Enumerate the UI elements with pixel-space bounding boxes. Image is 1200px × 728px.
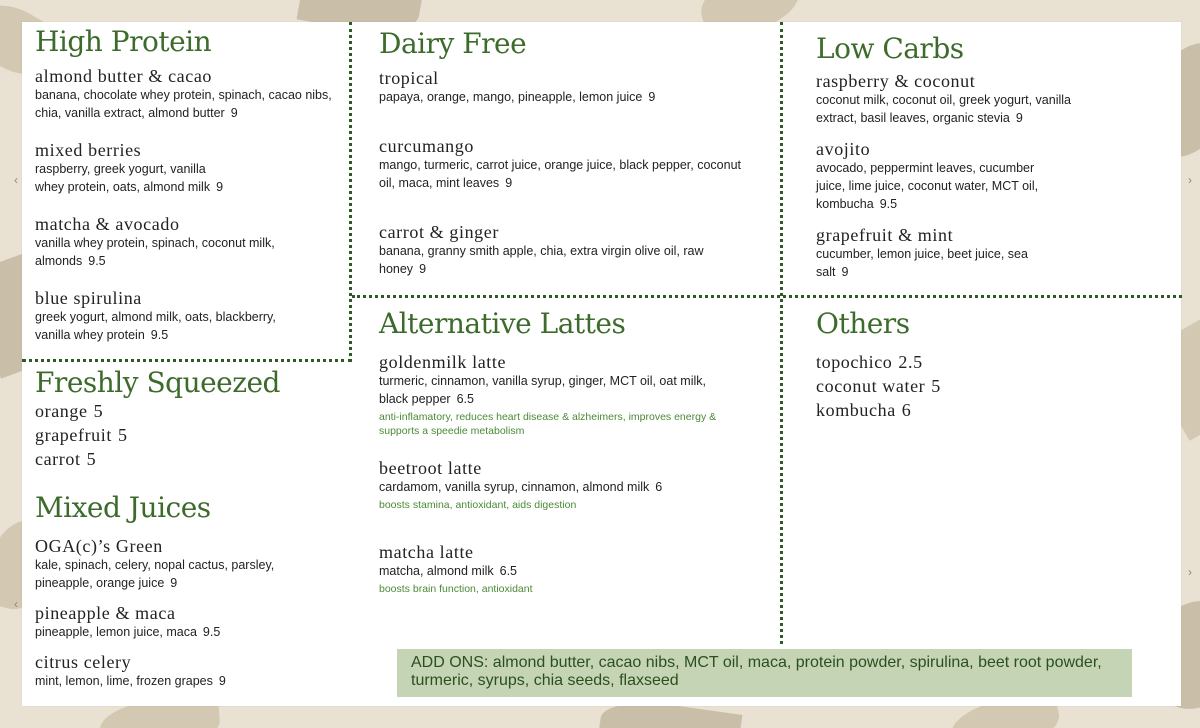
item-description: raspberry, greek yogurt, vanilla whey protein, oats, almond milk 9 — [35, 162, 224, 194]
menu-item — [35, 652, 340, 690]
section-title: Mixed Juices — [35, 491, 211, 524]
menu-item — [35, 288, 340, 344]
section-freshly-squeezed — [35, 367, 340, 471]
item-benefit: anti-inflamatory, reduces heart disease & alzheimers, improves energy & supports a speedie metabolism — [379, 411, 717, 437]
item-name: avojito — [816, 139, 871, 159]
item-price: 6 — [655, 480, 663, 494]
chevron-left-icon[interactable]: ‹ — [14, 597, 18, 611]
item-name: pineapple & maca — [35, 603, 176, 623]
chevron-left-icon[interactable]: ‹ — [14, 173, 18, 187]
item-description: kale, spinach, celery, nopal cactus, parsley, pineapple, orange juice 9 — [35, 558, 275, 590]
item-description: mint, lemon, lime, frozen grapes 9 — [35, 674, 226, 688]
section-title: Dairy Free — [379, 27, 527, 60]
item-price: 9.5 — [150, 328, 169, 342]
item-description: avocado, peppermint leaves, cucumber juice, lime juice, coconut water, MCT oil, kombucha 9.5 — [816, 161, 1039, 211]
item-price: 9.5 — [202, 625, 221, 639]
item-price: 9 — [170, 576, 178, 590]
item-name: carrot — [35, 449, 81, 469]
item-name: OGA(c)’s Green — [35, 536, 163, 556]
item-price: 9 — [505, 176, 513, 190]
section-high-protein — [35, 26, 340, 344]
section-title: Alternative Lattes — [379, 307, 626, 340]
item-name: beetroot latte — [379, 458, 482, 478]
menu-item — [35, 399, 340, 423]
item-price: 5 — [931, 376, 941, 396]
section-dairy-free — [379, 28, 769, 278]
item-name: raspberry & coconut — [816, 71, 976, 91]
menu-item — [816, 350, 1146, 374]
section-others — [816, 308, 1146, 422]
section-title: Freshly Squeezed — [35, 366, 280, 399]
item-price: 9 — [218, 674, 226, 688]
menu-item — [379, 222, 769, 278]
menu-item — [35, 603, 340, 641]
item-price: 2.5 — [898, 352, 923, 372]
item-name: carrot & ginger — [379, 222, 499, 242]
item-description: matcha, almond milk 6.5 — [379, 564, 518, 578]
menu-item — [816, 225, 1146, 281]
item-price: 5 — [93, 401, 104, 421]
item-price: 5 — [117, 425, 128, 445]
menu-item — [35, 66, 340, 122]
item-price: 9 — [1015, 111, 1023, 125]
item-name: grapefruit & mint — [816, 225, 954, 245]
menu-item — [379, 68, 769, 106]
menu-item — [35, 140, 340, 196]
section-mixed-juices — [35, 492, 340, 690]
menu-item — [816, 398, 1146, 422]
item-description: papaya, orange, mango, pineapple, lemon juice 9 — [379, 90, 656, 104]
divider-vertical-left — [349, 22, 352, 362]
item-benefit: boosts stamina, antioxidant, aids digestion — [379, 499, 577, 511]
item-price: 9 — [230, 106, 238, 120]
item-description: banana, granny smith apple, chia, extra virgin olive oil, raw honey 9 — [379, 244, 704, 276]
item-name: goldenmilk latte — [379, 352, 507, 372]
item-name: grapefruit — [35, 425, 112, 445]
item-price: 9 — [841, 265, 849, 279]
item-name: blue spirulina — [35, 288, 142, 308]
section-title: Others — [816, 307, 910, 340]
item-price: 6.5 — [456, 392, 474, 406]
menu-item — [35, 214, 340, 270]
section-low-carbs — [816, 33, 1146, 281]
item-price: 6.5 — [499, 564, 518, 578]
item-name: matcha latte — [379, 542, 474, 562]
item-description: greek yogurt, almond milk, oats, blackberry, vanilla whey protein 9.5 — [35, 310, 276, 342]
item-description: pineapple, lemon juice, maca 9.5 — [35, 625, 221, 639]
item-name: coconut water — [816, 376, 926, 396]
divider-vertical-right — [780, 22, 783, 644]
item-name: almond butter & cacao — [35, 66, 213, 86]
menu-item — [816, 374, 1146, 398]
divider-horizontal-center — [352, 295, 1182, 298]
item-name: matcha & avocado — [35, 214, 180, 234]
item-description: cardamom, vanilla syrup, cinnamon, almond milk 6 — [379, 480, 663, 494]
section-alternative-lattes — [379, 308, 769, 596]
menu-item — [35, 536, 340, 592]
item-name: kombucha — [816, 400, 896, 420]
item-description: cucumber, lemon juice, beet juice, sea salt 9 — [816, 247, 1028, 279]
item-description: turmeric, cinnamon, vanilla syrup, ginger, MCT oil, oat milk, black pepper 6.5 — [379, 374, 706, 406]
menu-item — [379, 542, 769, 596]
item-price: 5 — [86, 449, 97, 469]
chevron-right-icon[interactable]: › — [1188, 173, 1192, 187]
divider-horizontal-left — [22, 359, 352, 362]
item-price: 6 — [901, 400, 912, 420]
item-description: banana, chocolate whey protein, spinach, cacao nibs, chia, vanilla extract, almond butter 9 — [35, 88, 332, 120]
menu-item — [379, 458, 769, 512]
item-name: mixed berries — [35, 140, 142, 160]
item-price: 9.5 — [88, 254, 106, 268]
item-price: 9 — [216, 180, 224, 194]
item-price: 9 — [648, 90, 656, 104]
addons-text: ADD ONS: almond butter, cacao nibs, MCT oil, maca, protein powder, spirulina, beet root powder, turmeric, syrups, chia seeds, flaxseed — [411, 654, 1102, 689]
item-price: 9 — [419, 262, 427, 276]
item-name: topochico — [816, 352, 893, 372]
menu-item — [816, 139, 1146, 213]
menu-item — [816, 71, 1146, 127]
item-benefit: boosts brain function, antioxidant — [379, 583, 533, 595]
item-price: 9.5 — [879, 197, 898, 211]
menu-item — [35, 447, 340, 471]
menu-item — [379, 352, 769, 438]
addons-box — [397, 649, 1132, 697]
item-name: citrus celery — [35, 652, 132, 672]
menu-item — [379, 136, 769, 192]
item-name: orange — [35, 401, 88, 421]
item-name: curcumango — [379, 136, 474, 156]
section-title: High Protein — [35, 25, 212, 58]
menu-item — [35, 423, 340, 447]
item-description: vanilla whey protein, spinach, coconut milk, almonds 9.5 — [35, 236, 275, 268]
section-title: Low Carbs — [816, 32, 964, 65]
item-description: mango, turmeric, carrot juice, orange juice, black pepper, coconut oil, maca, mint leaves 9 — [379, 158, 741, 190]
item-description: coconut milk, coconut oil, greek yogurt, vanilla extract, basil leaves, organic stevia 9 — [816, 93, 1071, 125]
item-name: tropical — [379, 68, 439, 88]
chevron-right-icon[interactable]: › — [1188, 565, 1192, 579]
